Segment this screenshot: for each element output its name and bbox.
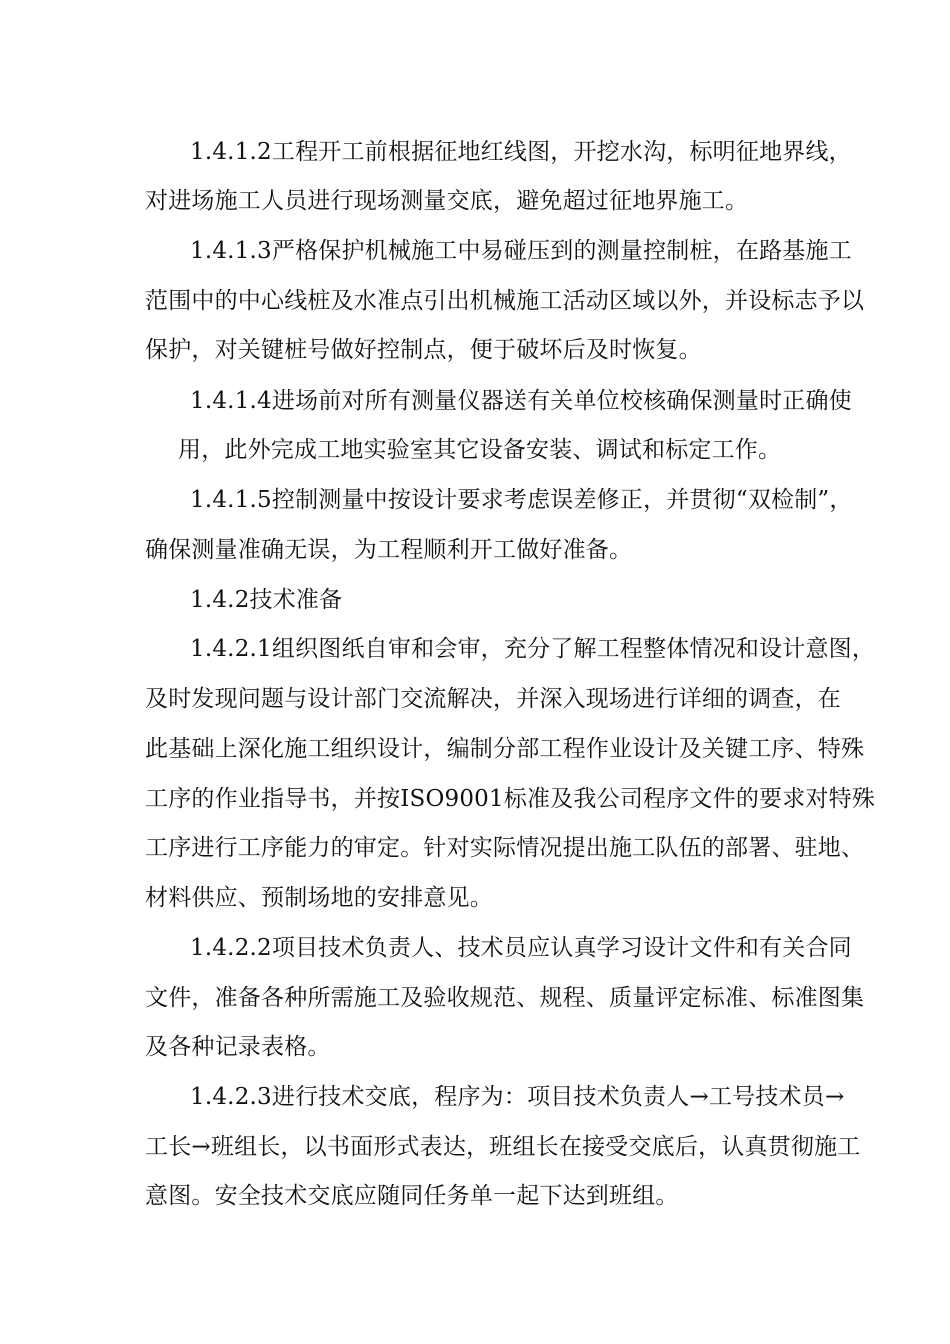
paragraph-1-4-2-2-line-3: 及各种记录表格。 bbox=[145, 1034, 331, 1060]
paragraph-1-4-1-2-line-2: 对进场施工人员进行现场测量交底，避免超过征地界施工。 bbox=[145, 188, 749, 214]
paragraph-1-4-2-3-line-3: 意图。安全技术交底应随同任务单一起下达到班组。 bbox=[145, 1183, 679, 1209]
paragraph-1-4-1-4-line-2: 用，此外完成工地实验室其它设备安装、调试和标定工作。 bbox=[178, 437, 782, 463]
section-heading-1-4-2: 1.4.2技术准备 bbox=[190, 587, 343, 613]
paragraph-1-4-1-5-line-1: 1.4.1.5控制测量中按设计要求考虑误差修正，并贯彻“双检制”， bbox=[190, 487, 853, 513]
paragraph-1-4-1-5-line-2: 确保测量准确无误，为工程顺利开工做好准备。 bbox=[145, 537, 633, 563]
paragraph-1-4-1-2-line-1: 1.4.1.2工程开工前根据征地红线图，开挖水沟，标明征地界线， bbox=[190, 139, 852, 165]
paragraph-1-4-1-4-line-1: 1.4.1.4进场前对所有测量仪器送有关单位校核确保测量时正确使 bbox=[190, 388, 852, 414]
paragraph-1-4-1-3-line-1: 1.4.1.3严格保护机械施工中易碰压到的测量控制桩，在路基施工 bbox=[190, 238, 852, 264]
paragraph-1-4-2-1-line-6: 材料供应、预制场地的安排意见。 bbox=[145, 885, 493, 911]
paragraph-1-4-2-2-line-1: 1.4.2.2项目技术负责人、技术员应认真学习设计文件和有关合同 bbox=[190, 935, 852, 961]
paragraph-1-4-2-1-line-2: 及时发现问题与设计部门交流解决，并深入现场进行详细的调查，在 bbox=[145, 686, 841, 712]
paragraph-1-4-2-1-line-5: 工序进行工序能力的审定。针对实际情况提出施工队伍的部署、驻地、 bbox=[145, 835, 865, 861]
paragraph-1-4-1-3-line-2: 范围中的中心线桩及水准点引出机械施工活动区域以外，并设标志予以 bbox=[145, 288, 865, 314]
paragraph-1-4-1-3-line-3: 保护，对关键桩号做好控制点，便于破坏后及时恢复。 bbox=[145, 337, 702, 363]
paragraph-1-4-2-1-line-4: 工序的作业指导书，并按ISO9001标准及我公司程序文件的要求对特殊 bbox=[145, 786, 876, 812]
paragraph-1-4-2-3-line-2: 工长→班组长，以书面形式表达，班组长在接受交底后，认真贯彻施工 bbox=[145, 1134, 861, 1160]
paragraph-1-4-2-1-line-3: 此基础上深化施工组织设计，编制分部工程作业设计及关键工序、特殊 bbox=[145, 736, 865, 762]
paragraph-1-4-2-1-line-1: 1.4.2.1组织图纸自审和会审，充分了解工程整体情况和设计意图， bbox=[190, 636, 876, 662]
paragraph-1-4-2-3-line-1: 1.4.2.3进行技术交底，程序为：项目技术负责人→工号技术员→ bbox=[190, 1084, 845, 1110]
paragraph-1-4-2-2-line-2: 文件，准备各种所需施工及验收规范、规程、质量评定标准、标准图集 bbox=[145, 985, 865, 1011]
